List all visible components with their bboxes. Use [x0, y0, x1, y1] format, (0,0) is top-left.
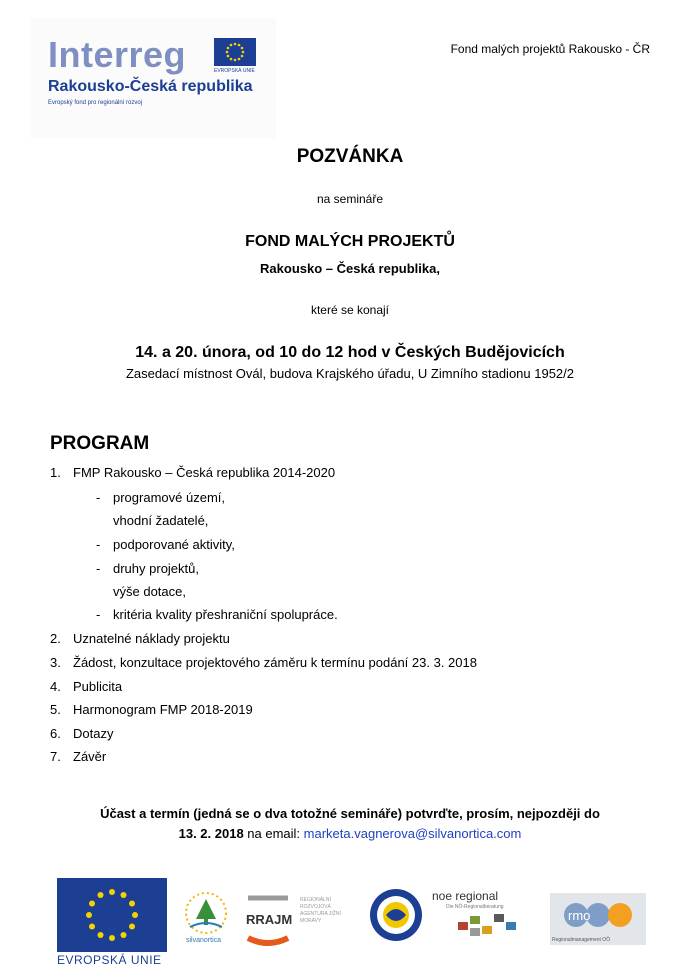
noe-regional-sub: Die NÖ-Regionalberatung: [446, 904, 504, 910]
program-item-number: 6.: [50, 726, 61, 741]
sub-item-dash: -: [96, 607, 101, 622]
contact-email-link[interactable]: marketa.vagnerova@silvanortica.com: [303, 826, 522, 841]
sub-item-text: podporované aktivity,: [113, 537, 235, 552]
closing-email-prefix: na email:: [243, 826, 304, 841]
sub-item-dash: -: [96, 561, 101, 576]
header-program-name: Fond malých projektů Rakousko - ČR: [450, 42, 650, 56]
closing-line-2: [0, 824, 700, 844]
noe-regional-label: noe regional: [432, 889, 499, 903]
silvanortica-logo: [180, 889, 232, 944]
eu-small-label: EVROPSKÁ UNIE: [214, 68, 255, 74]
program-item-text: Harmonogram FMP 2018-2019: [73, 702, 253, 717]
fund-countries: Rakousko – Česká republika,: [260, 261, 440, 276]
eu-label: EVROPSKÁ UNIE: [57, 953, 162, 967]
program-item-text: Uznatelné náklady projektu: [73, 631, 230, 646]
program-item-number: 1.: [50, 465, 61, 480]
program-item-text: Závěr: [73, 749, 107, 764]
closing-line-1: Účast a termín (jedná se o dva totožné semináře) potvrďte, prosím, nejpozději do: [100, 806, 600, 821]
program-item-number: 7.: [50, 749, 61, 764]
closing-note: [0, 804, 700, 844]
deadline-date: 13. 2. 2018: [178, 826, 244, 841]
sub-item-text: výše dotace,: [113, 584, 186, 599]
sub-item-text: kritéria kvality přeshraniční spolupráce.: [113, 607, 338, 622]
sub-item-dash: -: [96, 537, 101, 552]
fund-name: FOND MALÝCH PROJEKTŮ: [245, 233, 455, 250]
program-item-number: 2.: [50, 631, 61, 646]
partner-seal-logo: [360, 885, 432, 945]
program-item-text: Dotazy: [73, 726, 114, 741]
program-heading: PROGRAM: [50, 433, 150, 454]
program-item-number: 3.: [50, 655, 61, 670]
program-item-text: FMP Rakousko – Česká republika 2014-2020: [73, 465, 336, 480]
logo-subtitle: Rakousko-Česká republika: [48, 78, 253, 95]
logo-wordmark: Interreg: [48, 34, 187, 75]
sub-item-text: vhodní žadatelé,: [113, 513, 209, 528]
held-text: které se konají: [310, 303, 390, 317]
eu-flag-icon: [214, 38, 256, 66]
program-item-number: 5.: [50, 702, 61, 717]
sub-item-text: druhy projektů,: [113, 561, 199, 576]
noe-regional-logo: [458, 912, 522, 940]
rrajm-label: RRAJM: [246, 912, 293, 927]
program-item-text: Publicita: [73, 679, 123, 694]
event-venue: Zasedací místnost Ovál, budova Krajského úřadu, U Zimního stadionu 1952/2: [125, 366, 575, 381]
logo-tagline: Evropský fond pro regionální rozvoj: [48, 100, 143, 106]
rrajm-description: REGIONÁLNÍ ROZVOJOVÁ AGENTURA JIŽNÍ MORAVY: [300, 897, 341, 924]
program-item-number: 4.: [50, 679, 61, 694]
eu-flag-icon: [57, 878, 167, 952]
rmo-label: rmo: [568, 908, 591, 923]
program-item-text: Žádost, konzultace projektového záměru k termínu podání 23. 3. 2018: [73, 655, 477, 670]
sub-item-text: programové území,: [113, 490, 225, 505]
rrajm-logo: [242, 890, 294, 946]
invitation-subtitle: na semináře: [316, 192, 384, 206]
rmo-sub-label: Regionalmanagement OÖ: [552, 937, 611, 943]
sub-item-dash: -: [96, 490, 101, 505]
invitation-title: POZVÁNKA: [296, 146, 404, 167]
event-dates: 14. a 20. února, od 10 do 12 hod v Českých Budějovicích: [135, 344, 565, 361]
silvanortica-label: silvanortica: [186, 937, 222, 944]
interreg-logo: [30, 18, 276, 138]
